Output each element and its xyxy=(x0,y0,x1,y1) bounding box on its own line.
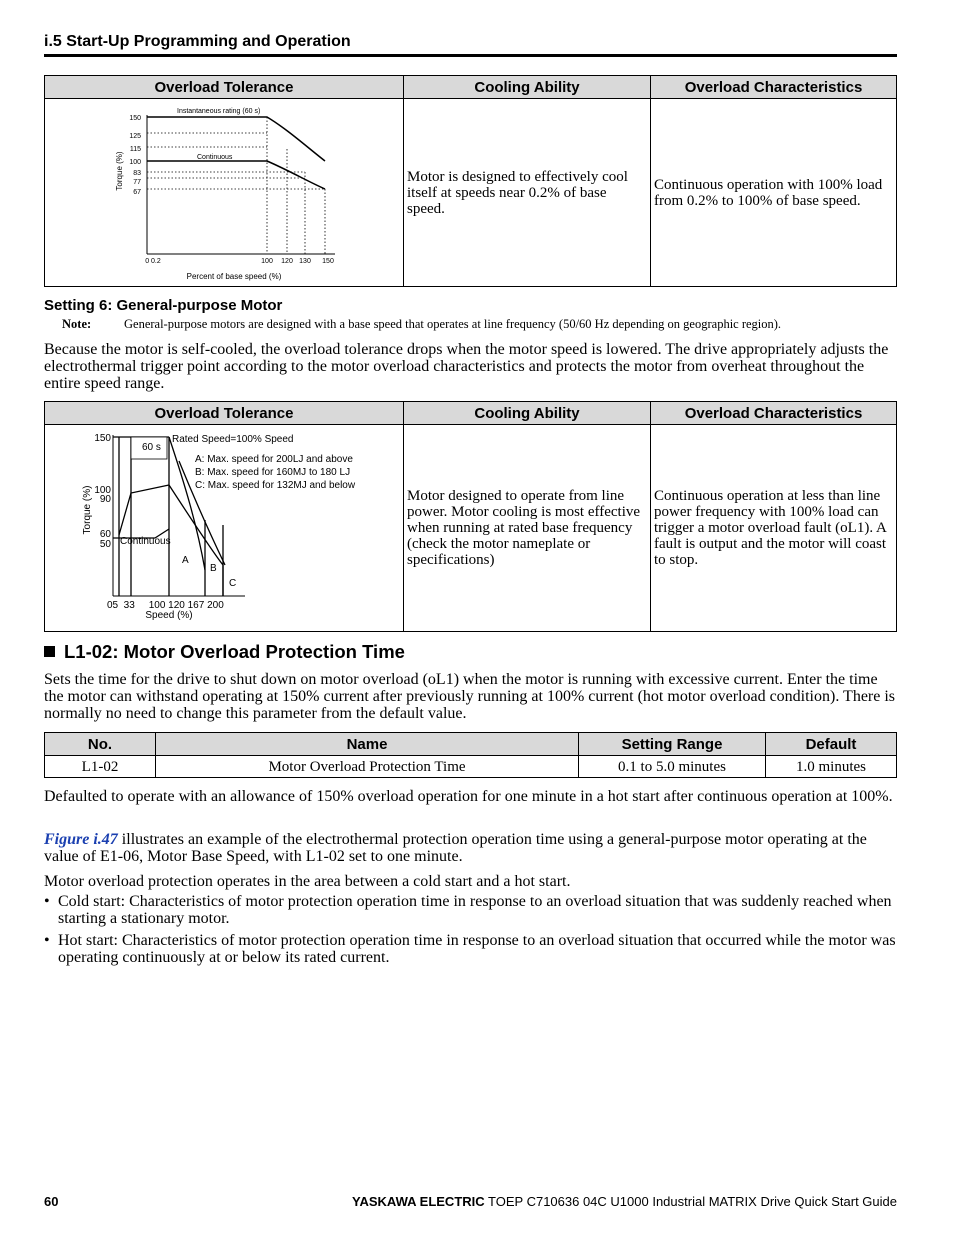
section-bullet-square xyxy=(44,646,55,657)
continuous-label: Continuous xyxy=(120,536,171,547)
xtick-0: 0 0.2 xyxy=(145,258,161,265)
overload-chart-cell-1 xyxy=(45,99,404,287)
col-default: Default xyxy=(766,733,897,756)
instantaneous-curve xyxy=(147,117,325,161)
x-axis-label: Percent of base speed (%) xyxy=(186,272,282,281)
curve-b-label: B xyxy=(210,563,217,574)
col-no: No. xyxy=(45,733,156,756)
curve-c-label: C xyxy=(229,578,237,589)
ytick-150: 150 xyxy=(129,115,141,122)
ytick-77: 77 xyxy=(133,179,141,186)
sixty-seconds-label: 60 s xyxy=(142,442,161,453)
col-overload-tolerance: Overload Tolerance xyxy=(45,402,404,425)
continuous-curve xyxy=(147,161,325,189)
x-ticks: 05 33 100 120 167 200 xyxy=(107,600,224,611)
bullet-text: Cold start: Characteristics of motor protection operation time in response to an overload situation that was suddenly reached when starting a stationary motor. xyxy=(58,893,892,927)
page-number: 60 xyxy=(44,1194,59,1209)
footer-brand: YASKAWA ELECTRIC xyxy=(351,1194,485,1209)
xtick-120: 120 xyxy=(281,258,293,265)
paragraph-default-allowance: Defaulted to operate with an allowance of 150% overload operation for one minute in a hot start after continuous operation at 100%. xyxy=(44,788,893,805)
page-header-title: i.5 Start-Up Programming and Operation xyxy=(44,33,351,50)
cell-name: Motor Overload Protection Time xyxy=(156,756,579,778)
note xyxy=(62,317,781,332)
ytick-100: 100 xyxy=(129,159,141,166)
overload-table-1 xyxy=(44,75,897,287)
ytick-115: 115 xyxy=(129,146,141,153)
ytick-125: 125 xyxy=(129,133,141,140)
cell-setting-range: 0.1 to 5.0 minutes xyxy=(579,756,766,778)
ytick-50: 50 xyxy=(99,539,111,550)
y-axis-label: Torque (%) xyxy=(82,485,93,535)
col-setting-range: Setting Range xyxy=(579,733,766,756)
col-cooling-ability: Cooling Ability xyxy=(404,402,651,425)
xtick-100: 100 xyxy=(261,258,273,265)
ytick-83: 83 xyxy=(133,170,141,177)
paragraph-l1-02-description: Sets the time for the drive to shut down on motor overload (oL1) when the motor is running with excessive current. Enter the time the motor can withstand operating at 150% current after previously running at 100% current (hot motor overload condition). There is normally no need to change this parameter from the default value. xyxy=(44,671,896,722)
ytick-60: 60 xyxy=(99,529,111,540)
header-rule xyxy=(44,54,897,57)
continuous-label: Continuous xyxy=(197,154,233,161)
ytick-90: 90 xyxy=(99,494,111,505)
bullet-cold-start xyxy=(44,893,900,927)
col-overload-tolerance: Overload Tolerance xyxy=(45,76,404,99)
col-overload-characteristics: Overload Characteristics xyxy=(651,76,897,99)
overload-chart-1 xyxy=(45,99,403,286)
short-time-curve xyxy=(119,485,169,535)
legend-a: A: Max. speed for 200LJ and above xyxy=(195,454,353,465)
col-name: Name xyxy=(156,733,579,756)
overload-characteristics-cell-2: Continuous operation at less than line power frequency with 100% load can trigger a motor overload fault (oL1). A fault is output and the motor will coast to stop. xyxy=(651,425,897,632)
legend-b: B: Max. speed for 160MJ to 180 LJ xyxy=(195,467,351,478)
col-cooling-ability: Cooling Ability xyxy=(404,76,651,99)
instantaneous-label: Instantaneous rating (60 s) xyxy=(177,108,261,115)
xtick-130: 130 xyxy=(299,258,311,265)
cell-default: 1.0 minutes xyxy=(766,756,897,778)
figure-link[interactable]: Figure i.47 xyxy=(44,831,118,848)
ytick-67: 67 xyxy=(133,189,141,196)
paragraph-figure-reference xyxy=(44,831,900,865)
bullet-dot: • xyxy=(44,893,50,910)
paragraph-self-cooled: Because the motor is self-cooled, the overload tolerance drops when the motor speed is lowered. The drive appropriately adjusts the electrothermal trigger point according to the motor overload characteristics and protects the motor from overheat throughout the entire speed range. xyxy=(44,341,889,392)
curve-a-label: A xyxy=(182,555,189,566)
ytick-150: 150 xyxy=(94,433,111,444)
y-axis-label: Torque (%) xyxy=(115,151,124,191)
overload-chart-cell-2 xyxy=(45,425,404,632)
ytick-100: 100 xyxy=(94,485,111,496)
x-axis-label: Speed (%) xyxy=(145,610,193,621)
xtick-150: 150 xyxy=(322,258,334,265)
bullet-hot-start xyxy=(44,932,900,966)
overload-chart-2 xyxy=(45,425,403,631)
section-title: L1-02: Motor Overload Protection Time xyxy=(64,641,405,662)
bullet-dot: • xyxy=(44,932,50,949)
cell-no: L1-02 xyxy=(45,756,156,778)
note-label: Note: xyxy=(62,317,92,331)
rated-speed-label: Rated Speed=100% Speed xyxy=(172,434,294,445)
cooling-ability-cell-1: Motor is designed to effectively cool itself at speeds near 0.2% of base speed. xyxy=(404,99,651,287)
overload-table-2 xyxy=(44,401,897,632)
overload-characteristics-cell-1: Continuous operation with 100% load from 0.2% to 100% of base speed. xyxy=(651,99,897,287)
figure-reference-text: illustrates an example of the electrothermal protection operation time using a general-purpose motor operating at the value of E1-06, Motor Base Speed, with L1-02 set to one minute. xyxy=(44,831,867,865)
note-text: General-purpose motors are designed with a base speed that operates at line frequency (50/60 Hz depending on geographic region). xyxy=(124,317,782,331)
paragraph-protection-area: Motor overload protection operates in the area between a cold start and a hot start. xyxy=(44,873,571,890)
footer-document xyxy=(352,1194,897,1209)
cooling-ability-cell-2: Motor designed to operate from line power. Motor cooling is most effective when running at rated base frequency (check the motor nameplate or specifications) xyxy=(404,425,651,632)
setting-6-title: Setting 6: General-purpose Motor xyxy=(44,297,283,314)
col-overload-characteristics: Overload Characteristics xyxy=(651,402,897,425)
parameter-table xyxy=(44,732,897,778)
legend-c: C: Max. speed for 132MJ and below xyxy=(195,480,356,491)
footer-doc-title: TOEP C710636 04C U1000 Industrial MATRIX Drive Quick Start Guide xyxy=(484,1194,897,1209)
section-heading xyxy=(44,641,405,663)
bullet-text: Hot start: Characteristics of motor protection operation time in response to an overload situation that occurred while the motor was operating continuously at or below its rated current. xyxy=(58,932,896,966)
